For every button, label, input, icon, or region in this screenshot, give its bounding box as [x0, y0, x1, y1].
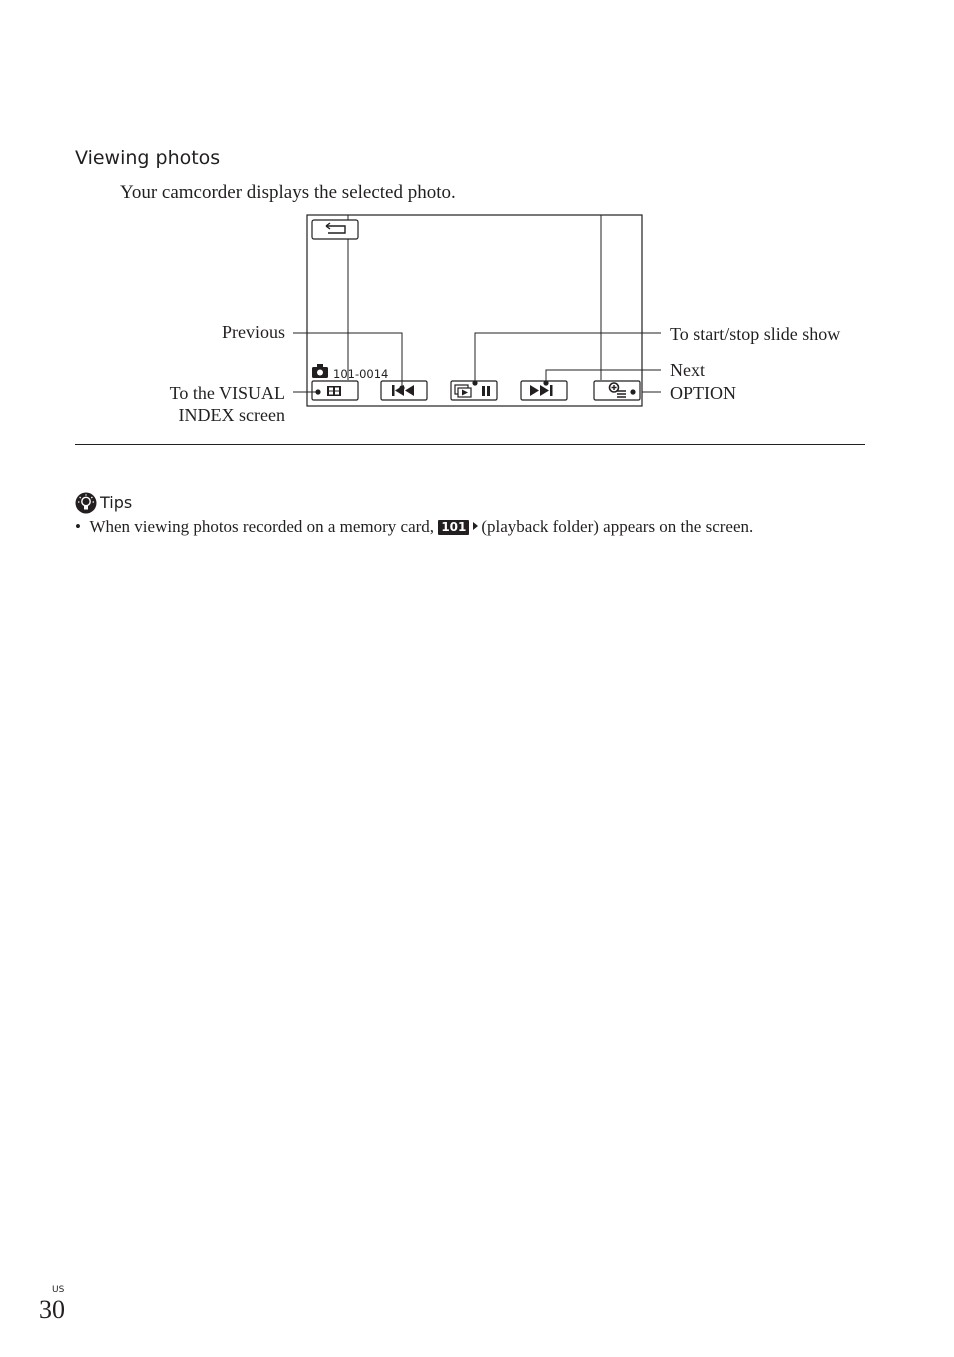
section-divider: [75, 444, 865, 445]
callout-previous: Previous: [222, 322, 285, 342]
file-number: 101-0014: [333, 367, 389, 381]
page-number: 30: [39, 1295, 65, 1324]
callout-visual-index: [170, 382, 285, 426]
callout-next: Next: [670, 360, 705, 380]
intro-text: Your camcorder displays the selected photo.: [120, 182, 456, 203]
page-region-label: US: [52, 1285, 65, 1295]
tips-item: [75, 516, 753, 538]
play-triangle-icon: [473, 522, 478, 530]
camcorder-screen-diagram: [0, 0, 954, 440]
callout-visual-index-line2: INDEX screen: [178, 405, 285, 425]
callout-option: OPTION: [670, 383, 736, 403]
tips-text-before: When viewing photos recorded on a memory card,: [89, 517, 435, 536]
tips-text-after: (playback folder) appears on the screen.: [481, 517, 754, 536]
callout-slideshow: To start/stop slide show: [670, 324, 841, 344]
lightbulb-icon: [75, 492, 97, 514]
bullet: •: [75, 517, 90, 536]
tips-label: Tips: [100, 493, 133, 512]
section-heading: Viewing photos: [75, 147, 221, 169]
return-button[interactable]: [312, 220, 358, 239]
previous-button[interactable]: [381, 381, 427, 400]
tips-header: [75, 492, 132, 514]
camera-icon: [312, 364, 328, 378]
visual-index-icon: [327, 386, 341, 396]
playback-folder-icon: 101: [438, 520, 469, 535]
callout-visual-index-line1: To the VISUAL: [169, 383, 285, 403]
